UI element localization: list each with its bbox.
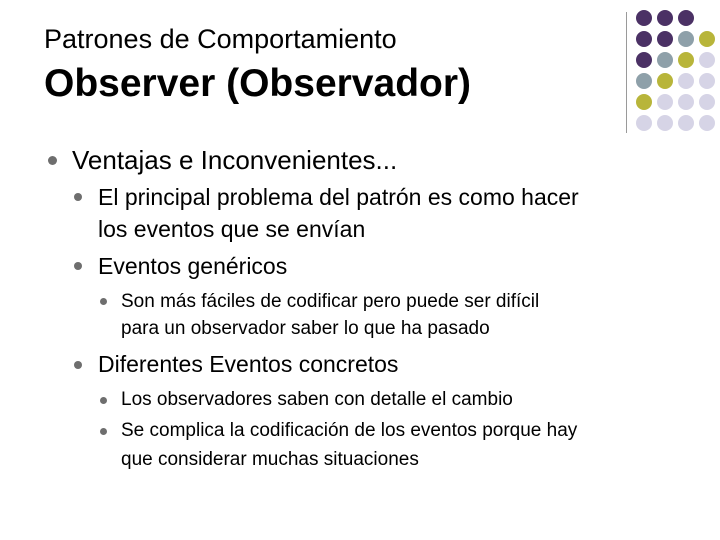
bullet-dot (74, 262, 82, 270)
bullet-text: Son más fáciles de codificar pero puede ser difícil (121, 291, 540, 312)
bullet-dot (100, 428, 107, 435)
bullet-text: Eventos genéricos (98, 253, 288, 279)
bullet-dot (100, 298, 107, 305)
bullet-text: Diferentes Eventos concretos (98, 351, 399, 377)
bullet-text: Los observadores saben con detalle el cambio (121, 389, 513, 410)
bullet-text-continued: que considerar muchas situaciones (121, 449, 419, 470)
bullet-text-continued: los eventos que se envían (98, 216, 366, 242)
slide-subtitle: Patrones de Comportamiento (44, 24, 397, 54)
bullet-text: El principal problema del patrón es como hacer (98, 184, 579, 210)
bullet-dot (48, 156, 57, 165)
bullet-dot (74, 361, 82, 369)
bullet-dot (100, 397, 107, 404)
slide-title: Observer (Observador) (44, 62, 472, 105)
bullet-dot (74, 193, 82, 201)
bullet-text: Ventajas e Inconvenientes... (72, 145, 398, 175)
bullet-text: Se complica la codificación de los eventos porque hay (121, 420, 578, 441)
bullet-text-continued: para un observador saber lo que ha pasado (121, 318, 490, 339)
